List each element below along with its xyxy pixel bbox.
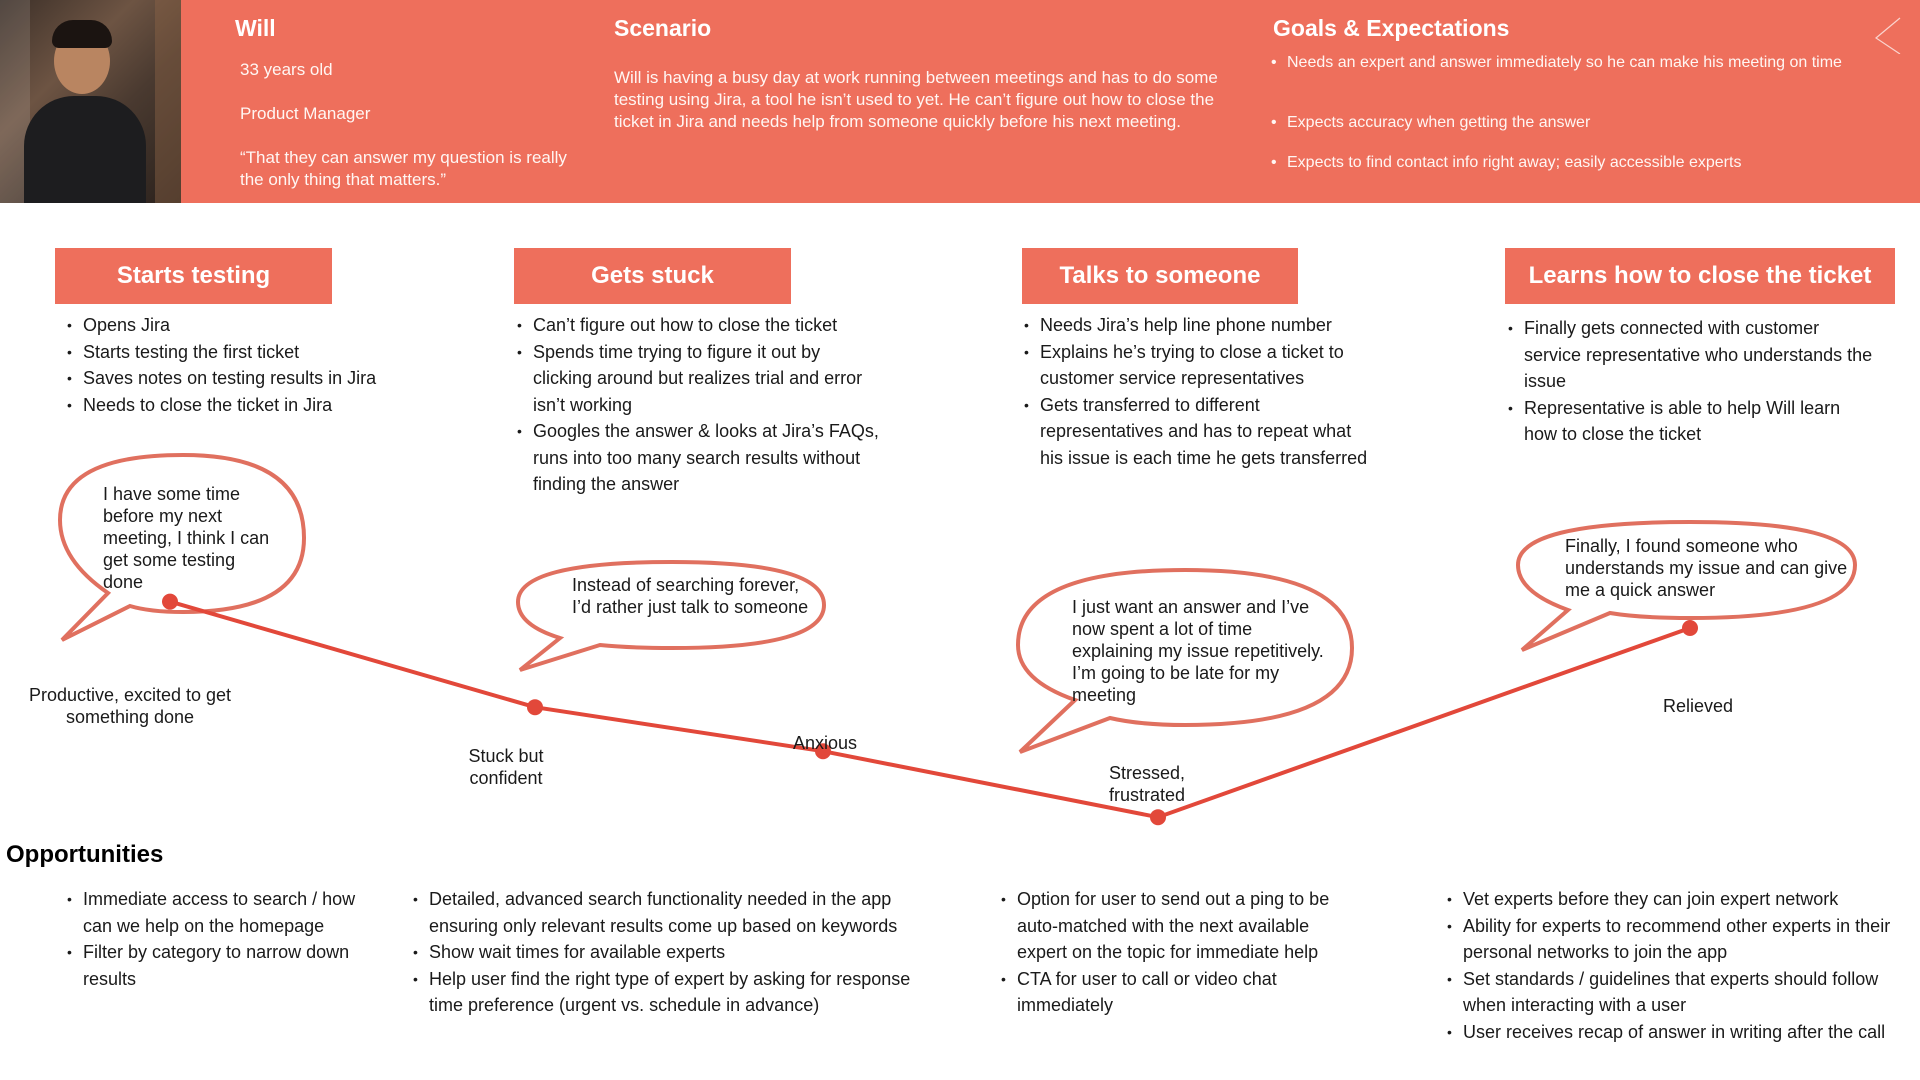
opportunities-col-2 bbox=[413, 886, 923, 1019]
journey-point-1 bbox=[162, 594, 178, 610]
list-item: • Set standards / guidelines that experts should follow when interacting with a user bbox=[1447, 966, 1907, 1019]
goals-title: Goals & Expectations bbox=[1273, 15, 1510, 41]
stage-title-starts-testing: Starts testing bbox=[55, 248, 332, 304]
emotion-label-2: Stuck but confident bbox=[468, 746, 544, 788]
list-item: • Vet experts before they can join expert network bbox=[1447, 886, 1907, 913]
list-item: • Show wait times for available experts bbox=[413, 939, 923, 966]
list-item: • Gets transferred to different representatives and has to repeat what his issue is each time he gets transferred bbox=[1024, 392, 1374, 472]
list-item: • Immediate access to search / how can we help on the homepage bbox=[67, 886, 357, 939]
list-item: • User receives recap of answer in writing after the call bbox=[1447, 1019, 1907, 1046]
scenario-title: Scenario bbox=[614, 15, 712, 41]
list-item: • Needs to close the ticket in Jira bbox=[67, 392, 467, 419]
goal-item: • Expects accuracy when getting the answer bbox=[1271, 113, 1847, 133]
opportunities-col-3 bbox=[1001, 886, 1346, 1019]
list-item: • Filter by category to narrow down results bbox=[67, 939, 357, 992]
stage-title-learns: Learns how to close the ticket bbox=[1505, 248, 1895, 304]
thought-text-4: Finally, I found someone who understands my issue and can give me a quick answer bbox=[1565, 536, 1848, 600]
list-item: • Option for user to send out a ping to be auto-matched with the next available expert on the topic for immediate help bbox=[1001, 886, 1346, 966]
persona-role: Product Manager bbox=[240, 104, 371, 123]
goal-item: • Expects to find contact info right away; easily accessible experts bbox=[1271, 153, 1887, 173]
list-item: • Explains he’s trying to close a ticket to customer service representatives bbox=[1024, 339, 1374, 392]
list-item: • CTA for user to call or video chat immediately bbox=[1001, 966, 1346, 1019]
thought-text-2: Instead of searching forever, I’d rather just talk to someone bbox=[572, 575, 809, 617]
opportunities-title: Opportunities bbox=[6, 841, 164, 868]
persona-name: Will bbox=[235, 15, 276, 41]
list-item: • Spends time trying to figure it out by clicking around but realizes trial and error isn’t working bbox=[517, 339, 882, 419]
journey-point-4 bbox=[1150, 809, 1166, 825]
list-item: • Saves notes on testing results in Jira bbox=[67, 365, 467, 392]
emotion-label-1: Productive, excited to get something done bbox=[28, 685, 232, 727]
persona-quote: “That they can answer my question is really the only thing that matters.” bbox=[240, 148, 567, 189]
journey-line-path bbox=[170, 602, 1690, 818]
list-item: • Googles the answer & looks at Jira’s FAQs, runs into too many search results without finding the answer bbox=[517, 418, 882, 498]
list-item: • Detailed, advanced search functionality needed in the app ensuring only relevant results come up based on keywords bbox=[413, 886, 923, 939]
journey-line bbox=[162, 594, 1698, 826]
stage-title-gets-stuck: Gets stuck bbox=[514, 248, 791, 304]
goal-item: • Needs an expert and answer immediately so he can make his meeting on time bbox=[1271, 53, 1847, 73]
emotion-label-5: Relieved bbox=[1662, 696, 1734, 716]
thought-text-1: I have some time before my next meeting, I think I can get some testing done bbox=[103, 484, 270, 592]
opportunities-col-4 bbox=[1447, 886, 1907, 1045]
list-item: • Opens Jira bbox=[67, 312, 467, 339]
thought-text-3: I just want an answer and I’ve now spent a lot of time explaining my issue repetitively. I’m going to be late for my meeting bbox=[1072, 597, 1324, 705]
opportunities-col-1 bbox=[67, 886, 357, 992]
emotion-label-3: Anxious bbox=[792, 733, 858, 753]
journey-point-5 bbox=[1682, 620, 1698, 636]
emotion-label-4: Stressed, frustrated bbox=[1108, 763, 1186, 805]
persona-age: 33 years old bbox=[240, 60, 333, 79]
journey-point-2 bbox=[527, 699, 543, 715]
list-item: • Finally gets connected with customer service representative who understands the issue bbox=[1508, 315, 1878, 395]
list-item: • Can’t figure out how to close the ticket bbox=[517, 312, 882, 339]
list-item: • Ability for experts to recommend other experts in their personal networks to join the app bbox=[1447, 913, 1907, 966]
list-item: • Needs Jira’s help line phone number bbox=[1024, 312, 1374, 339]
scenario-text: Will is having a busy day at work running between meetings and has to do some testing using Jira, a tool he isn’t used to yet. He can’t figure out how to close the ticket in Jira and needs help from someone quickly before his next meeting. bbox=[614, 68, 1218, 131]
list-item: • Starts testing the first ticket bbox=[67, 339, 467, 366]
list-item: • Representative is able to help Will learn how to close the ticket bbox=[1508, 395, 1878, 448]
list-item: • Help user find the right type of expert by asking for response time preference (urgent vs. schedule in advance) bbox=[413, 966, 923, 1019]
stage-title-talks-to-someone: Talks to someone bbox=[1022, 248, 1298, 304]
